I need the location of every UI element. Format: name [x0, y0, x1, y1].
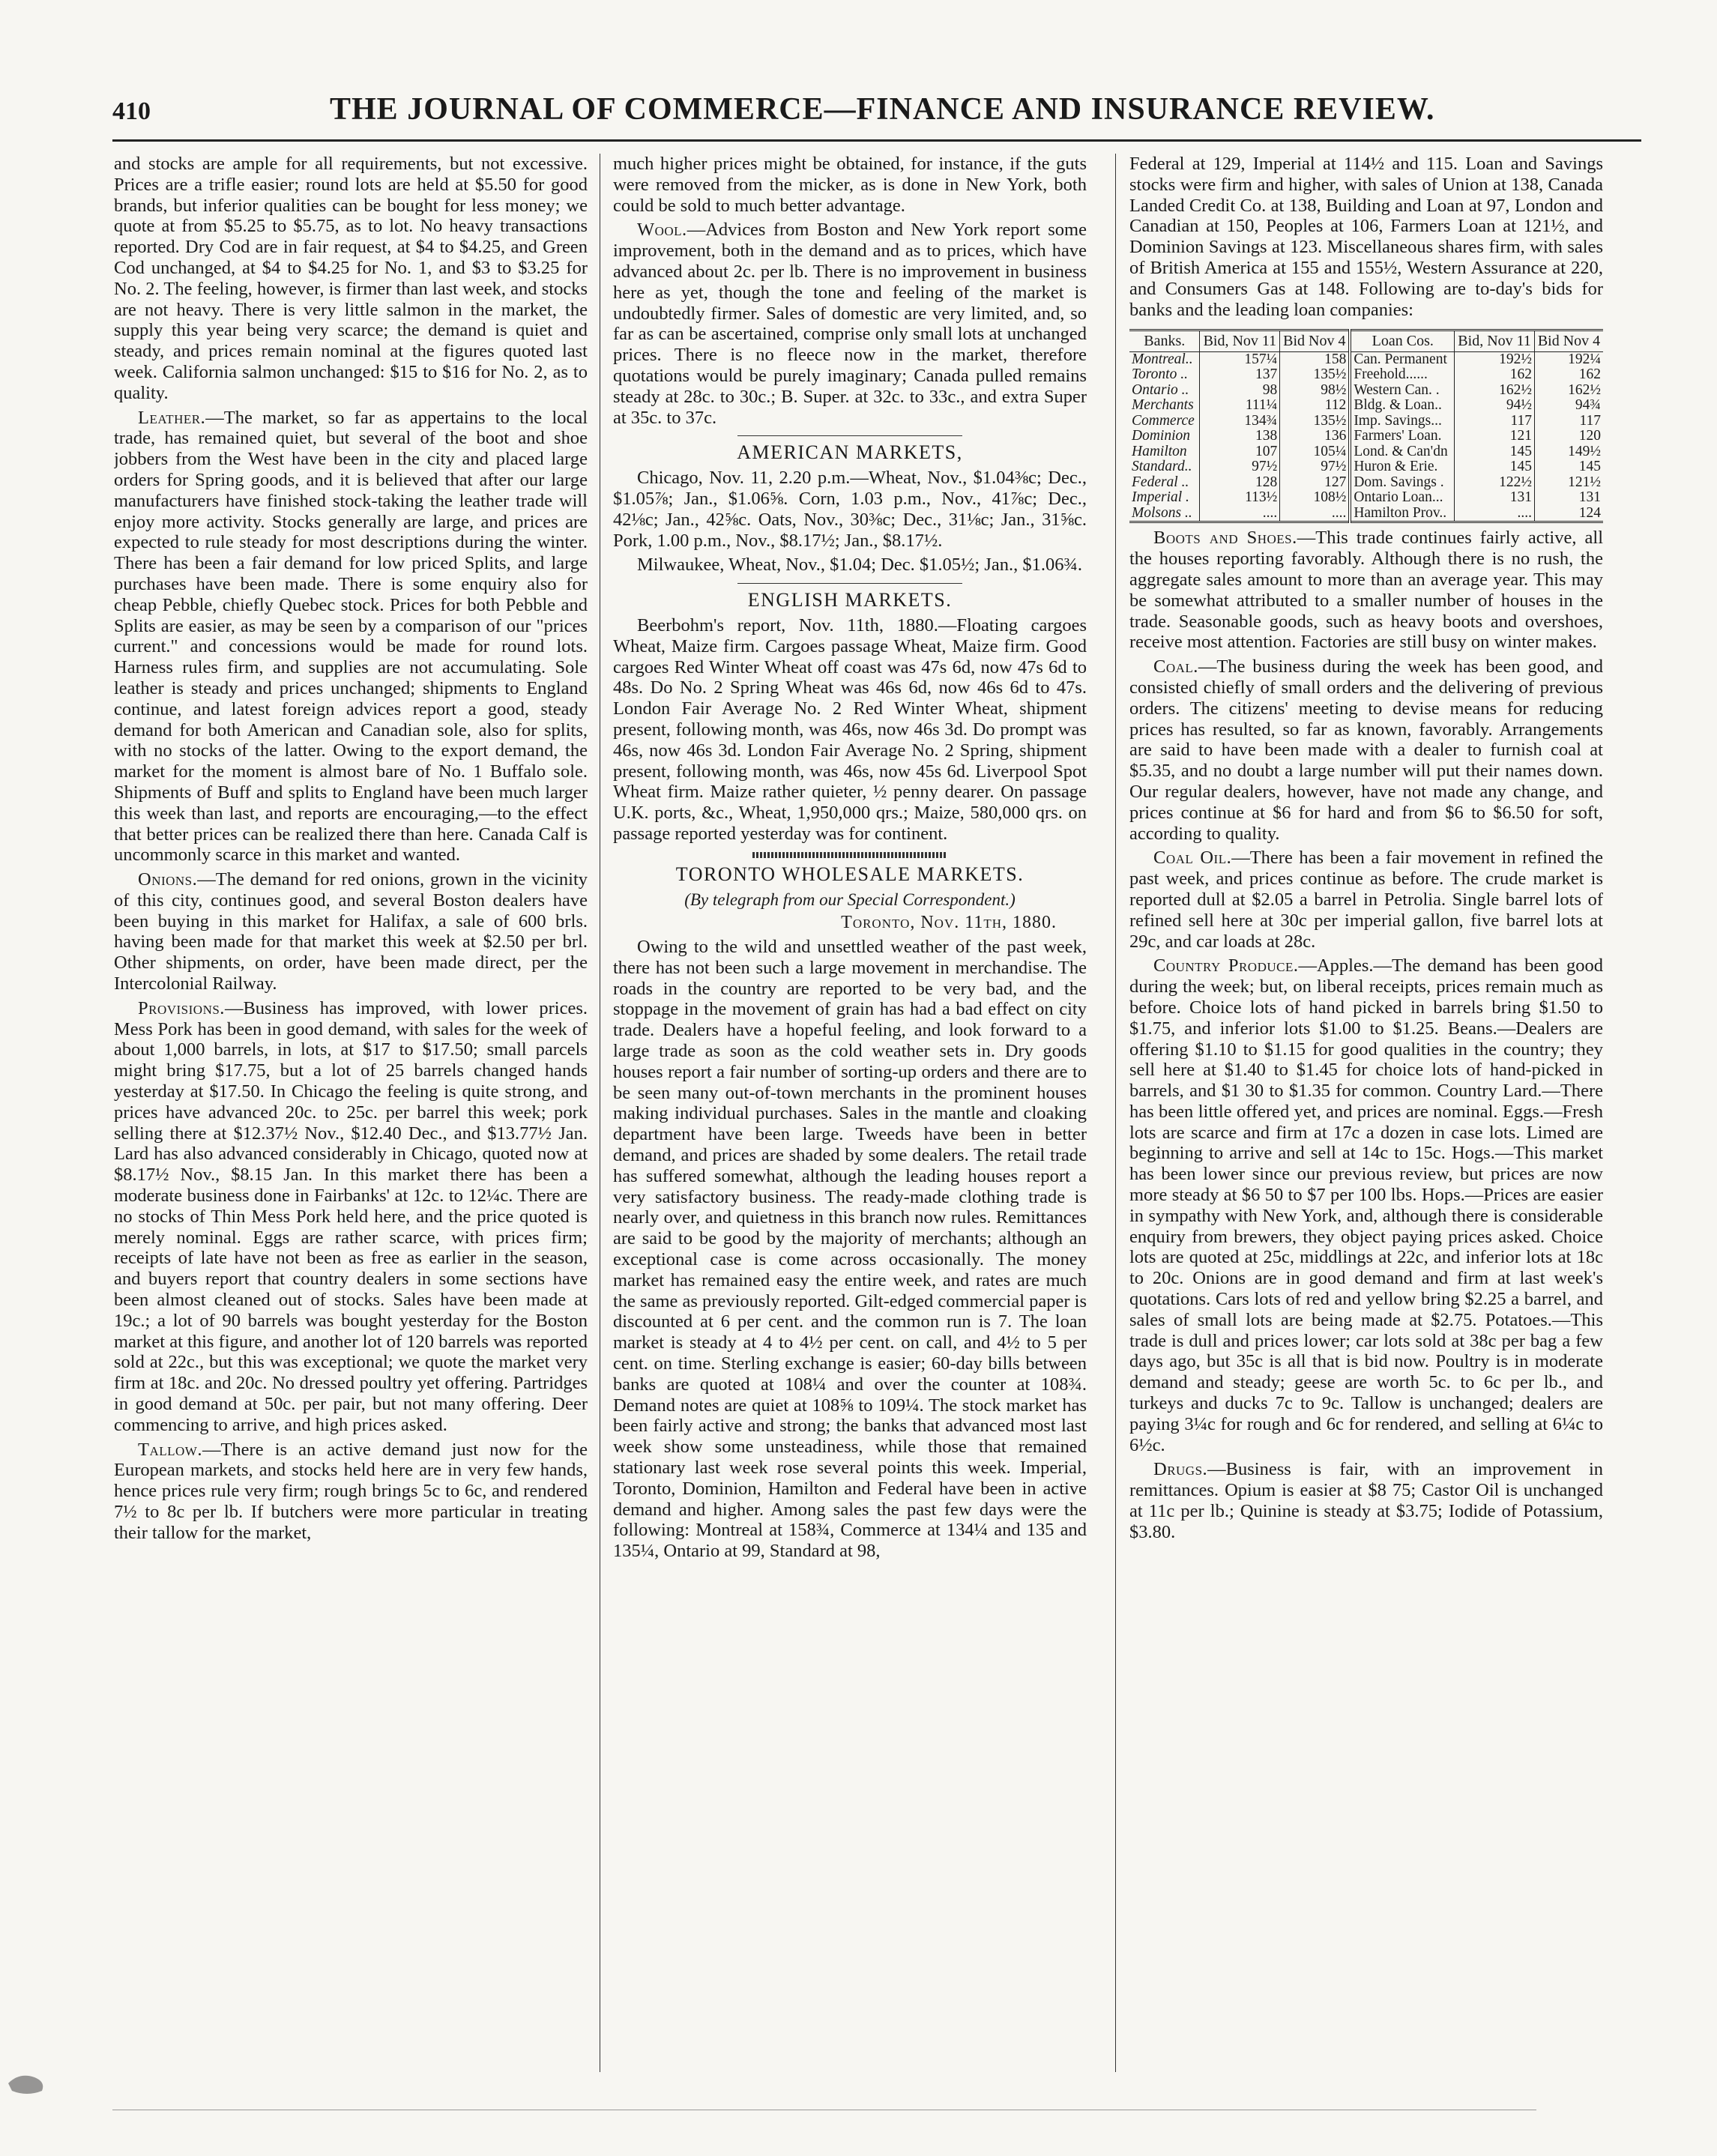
column-divider [1115, 154, 1116, 2072]
leather-label: Leather. [138, 407, 206, 428]
tallow-label: Tallow. [138, 1439, 202, 1460]
table-cell: 128 [1200, 475, 1280, 491]
country-produce-paragraph [1129, 955, 1603, 1455]
toronto-dateline: Toronto, Nov. 11th, 1880. [841, 913, 1057, 933]
table-cell: 98 [1200, 383, 1280, 399]
table-cell: 145 [1578, 459, 1601, 475]
table-cell: Farmers' Loan. [1350, 429, 1454, 444]
table-cell: 108½ [1280, 490, 1351, 506]
table-cell: 127 [1280, 475, 1351, 491]
table-cell: Dom. Savings . [1350, 475, 1454, 491]
table-row [1129, 383, 1603, 399]
table-cell: Montreal.. [1129, 351, 1200, 367]
table-cell: Imp. Savings... [1350, 414, 1454, 429]
col-header: Bid, Nov 11 [1455, 330, 1535, 352]
onions-paragraph [114, 869, 588, 994]
table-cell: Standard.. [1129, 459, 1200, 475]
table-cell: 121½ [1568, 474, 1601, 490]
column-3 [1129, 154, 1603, 2080]
table-header-row [1129, 330, 1603, 352]
table-cell: Can. Permanent [1350, 351, 1454, 367]
drugs-label: Drugs. [1153, 1459, 1208, 1480]
table-cell: Toronto .. [1129, 367, 1200, 383]
col-header: Bid Nov 4 [1280, 330, 1351, 352]
coal-label: Coal. [1153, 656, 1198, 677]
coal-oil-text: —There has been a fair movement in refined the past week, and prices continue as before. The crude market is reported dull at $2.05 a barrel in Petrolia. Single barrel lots of refined sell here at 30c per imperial gallon, five barrel lots at 29c, and car loads at 28c. [1129, 848, 1603, 952]
table-cell: 97½ [1200, 459, 1280, 475]
table-row [1129, 459, 1603, 475]
table-row [1129, 414, 1603, 429]
table-cell: .... [1280, 506, 1351, 522]
table-cell: 105¼ [1280, 444, 1351, 460]
american-markets-chicago: Chicago, Nov. 11, 2.20 p.m.—Wheat, Nov., $1.04⅜c; Dec., $1.05⅞; Jan., $1.06⅝. Corn, 1.03 p.m., Nov., 41⅞c; Dec., 42⅛c; Jan., 42⅝c. Oats, Nov., 30⅜c; Dec., 31⅛c; Jan., 31⅝c. Pork, 1.00 p.m., Nov., $8.17½; Jan., $8.17½. [613, 468, 1087, 551]
table-cell: 162 [1578, 366, 1601, 383]
table-cell: 94¾ [1575, 397, 1601, 414]
boots-paragraph [1129, 528, 1603, 653]
page-number: 410 [112, 97, 151, 125]
table-cell: 122½ [1455, 475, 1535, 491]
table-cell: Federal .. [1129, 475, 1200, 491]
table-row [1129, 475, 1603, 491]
col-header: Bid Nov 4 [1535, 330, 1603, 352]
coal-paragraph [1129, 656, 1603, 844]
boots-label: Boots and Shoes. [1153, 528, 1297, 549]
table-cell: 135½ [1280, 414, 1351, 429]
table-row [1129, 506, 1603, 522]
col-header: Banks. [1129, 330, 1200, 352]
table-cell: 136 [1280, 429, 1351, 444]
fish-paragraph: and stocks are ample for all requirements, but not excessive. Prices are a trifle easier; round lots are held at $5.50 for good brands, but inferior qualities can be bought for less money; we quote at from $5.25 to $5.75, as to lot. No heavy transactions reported. Dry Cod are in fair request, at $4 to $4.25, and Green Cod unchanged, at $4 to $4.25 for No. 1, and $3 to $3.25 for No. 2. The feeling, however, is firmer than last week, and stocks are not heavy. There is very little salmon in the market, the supply this year being very scarce; the demand is quiet and steady, and prices remain nominal at the figures quoted last week. California salmon unchanged: $15 to $16 for No. 2, as to quality. [114, 154, 588, 403]
table-cell: 94½ [1455, 398, 1535, 414]
table-cell: 97½ [1280, 459, 1351, 475]
table-cell: Hamilton Prov.. [1350, 506, 1454, 522]
table-cell: 162½ [1568, 381, 1601, 398]
provisions-paragraph [114, 998, 588, 1436]
table-cell: .... [1455, 506, 1535, 522]
table-cell: 145 [1455, 444, 1535, 460]
table-cell: 138 [1200, 429, 1280, 444]
table-cell: 162½ [1455, 383, 1535, 399]
country-produce-label: Country Produce. [1153, 955, 1299, 976]
leather-paragraph [114, 408, 588, 866]
table-cell: 135½ [1280, 367, 1351, 383]
table-cell: 131 [1578, 489, 1601, 506]
table-cell: 107 [1200, 444, 1280, 460]
page-header [112, 88, 1641, 133]
table-cell: Dominion [1129, 429, 1200, 444]
american-markets-milwaukee: Milwaukee, Wheat, Nov., $1.04; Dec. $1.05½; Jan., $1.06¾. [637, 555, 1083, 576]
onions-text: —The demand for red onions, grown in the vicinity of this city, continues good, and several Boston dealers have been buying in this market for Halifax, a sale of 600 brls. having been made for that market this week at $2.50 per brl. Other shipments, on order, have been made direct, per the Intercolonial Railway. [114, 869, 588, 994]
provisions-label: Provisions. [138, 997, 225, 1018]
table-cell: 162 [1455, 367, 1535, 383]
table-cell: .... [1200, 506, 1280, 522]
toronto-markets-paragraph: Owing to the wild and unsettled weather of the past week, there has not been such a large movement in merchandise. The roads in the country are reported to be very bad, and the stoppage in the movement of grain has had a bad effect on city trade. Dealers have a hopeful feeling, and look forward to a large trade as soon as the cold weather sets in. Dry goods houses report a fair number of sorting-up orders and there are to be seen many out-of-town merchants in the prominent houses making individual purchases. Sales in the mantle and cloaking department have been large. Tweeds have been in better demand, and prices are shaded by some dealers. The retail trade has suffered somewhat, although the leading houses report a very satisfactory business. The ready-made clothing trade is nearly over, and quietness in this branch now rules. Remittances are said to be good by the majority of merchants; although an exceptional case is come across occasionally. The money market has remained easy the entire week, and rates are much the same as previously reported. Gilt-edged commercial paper is discounted at 6 per cent. and the common run is 7. The loan market is steady at 4 to 4½ per cent. on call, and 4½ to 5 per cent. on time. Sterling exchange is easier; 60-day bills between banks are quoted at 108¼ and over the counter at 108¾. Demand notes are quiet at 108⅝ to 109¼. The stock market has been fairly active and strong; the banks that advanced most last week show some unsteadiness, while those that remained stationary last week rose several points this week. Imperial, Toronto, Dominion, Hamilton and Federal have been in active demand and higher. Among sales the past few days were the following: Montreal at 158¾, Commerce at 134¼ and 135 and 135¼, Ontario at 99, Standard at 98, [613, 937, 1087, 1562]
table-cell: Commerce [1129, 414, 1200, 429]
coal-text: —The business during the week has been good, and consisted chiefly of small orders and the delivering of previous orders. The citizens' meeting to devise means for reducing prices has resulted, so far as known, favorably. Arrangements are said to have been made with a dealer to furnish coal at $5.35, and no doubt a large number will put their names down. Our regular dealers, however, have not made any change, and prices continue at $6 for hard and from $6 to $6.50 for soft, according to quality. [1129, 656, 1603, 844]
provisions-text: —Business has improved, with lower prices. Mess Pork has been in good demand, with sales for the week of about 1,000 barrels, in lots, at $17 to $17.50; small parcels might bring $17.75, but a lot of 25 barrels changed hands yesterday at $17.50. In Chicago the feeling is quite strong, and prices have advanced 20c. to 25c. per barrel this week; pork selling there at $12.37½ Nov., $12.40 Dec., and $13.77½ Jan. Lard has also advanced considerably in Chicago, quoted now at $8.17½ Nov., $8.15 Jan. In this market there has been a moderate business done in Fairbanks' at 12c. to 12¼c. There are no stocks of Thin Mess Pork held here, and the price quoted is merely nominal. Eggs are rather scarce, with prices firm; receipts of late have not been as free as earlier in the season, and buyers report that country dealers in some sections have been almost cleaned out of stocks. Sales have been made at 19c.; a lot of 90 barrels was bought yesterday for the Boston market at this figure, and another lot of 120 barrels was reported sold at 22c., but this was exceptional; we quote the market very firm at 18c. and 20c. No dressed poultry yet offering. Partridges in good demand at 50c. per pair, but not many offering. Deer commencing to arrive, and high prices asked. [114, 997, 588, 1435]
column-1 [114, 154, 588, 2080]
col-header: Bid, Nov 11 [1200, 330, 1280, 352]
section-rule [737, 583, 962, 584]
leather-text: —The market, so far as appertains to the local trade, has remained quiet, but several of the boot and shoe jobbers from the West have been in the city and placed large orders for Spring goods, and it is believed that after our large manufacturers have finished stock-taking the leather trade will enjoy more activity. Stocks generally are large, and prices are expected to rule steady for most descriptions during the winter. There has been a fair demand for low priced Splits, and large purchases have been made. There is some enquiry also for cheap Pebble, chiefly Quebec stock. Prices for both Pebble and Splits are easier, as may be seen by a comparison of our "prices current." and concessions would be made for round lots. Harness rules firm, and supplies are not accumulating. Sole leather is steady and prices unchanged; shipments to England continue, and latest foreign advices report a good, steady demand for both American and Canadian sole, also for splits, with no stocks of the latter. Owing to the export demand, the market for the moment is almost bare of No. 1 Buffalo sole. Shipments of Buff and splits to England have been much larger this week than last, and reports are encouraging,—to the effect that better prices can be realized there than here. Canada Calf is uncommonly scarce in this market and wanted. [114, 407, 588, 866]
table-row [1129, 398, 1603, 414]
header-rule [112, 139, 1641, 142]
bank-bids-table [1129, 329, 1603, 523]
boots-text: —This trade continues fairly active, all the houses reporting favorably. Although there is no rush, the aggregate sales amount to more than an average year. This may be somewhat attributed to a smaller number of houses in the trade. Seasonable goods, such as heavy boots and overshoes, receive most attention. Factories are still busy on winter makes. [1129, 528, 1603, 653]
table-cell: 192¼ [1568, 351, 1601, 367]
table-cell: Lond. & Can'dn [1350, 444, 1454, 460]
wool-text: —Advices from Boston and New York report some improvement, both in the demand and as to prices, which have advanced about 2c. per lb. There is no improvement in business here as yet, though the tone and feeling of the market is undoubtedly firmer. Sales of domestic are very limited, and, so far as can be ascertained, comprise only small lots at unchanged prices. There is no fleece now in the market, therefore quotations would be purely imaginary; Canada pulled remains steady at 28c. to 30c.; B. Super. at 32c. to 33c., and extra Super at 35c. to 37c. [613, 220, 1087, 428]
table-cell: 112 [1280, 398, 1351, 414]
table-cell: Merchants [1129, 398, 1200, 414]
col-header: Loan Cos. [1350, 330, 1454, 352]
english-markets-paragraph: Beerbohm's report, Nov. 11th, 1880.—Floating cargoes Wheat, Maize firm. Cargoes passage Wheat, Maize firm. Good cargoes Red Winter Wheat off coast was 47s 6d, now 47s 6d to 48s. Do No. 2 Spring Wheat was 46s 6d, now 46s 6d to 47s. London Fair Average No. 2 Red Winter Wheat, shipment present, following month, was 46s, now 46s 3d. Do prompt was 46s, now 46s 3d. London Fair Average No. 2 Spring, shipment present, following month, was 46s, now 45s 6d. Liverpool Spot Wheat firm. Maize rather quieter, ½ penny dearer. On passage U.K. ports, &c., Wheat, 1,950,000 qrs.; Maize, 580,000 qrs. on passage reported yesterday was for continent. [613, 615, 1087, 844]
coal-oil-label: Coal Oil. [1153, 848, 1232, 869]
table-cell: 137 [1200, 367, 1280, 383]
table-cell: 120 [1578, 428, 1601, 444]
table-cell: 111¼ [1200, 398, 1280, 414]
table-cell: 192½ [1455, 351, 1535, 367]
toronto-markets-heading: TORONTO WHOLESALE MARKETS. [675, 863, 1025, 885]
journal-title: THE JOURNAL OF COMMERCE—FINANCE AND INSURANCE REVIEW. [330, 92, 1435, 127]
table-row [1129, 490, 1603, 506]
table-cell: Bldg. & Loan.. [1350, 398, 1454, 414]
table-row [1129, 367, 1603, 383]
stocks-paragraph: Federal at 129, Imperial at 114½ and 115. Loan and Savings stocks were firm and higher, with sales of Union at 138, Canada Landed Credit Co. at 138, Building and Loan at 97, London and Canadian at 150, Peoples at 106, Farmers Loan at 121½, and Dominion Savings at 123. Miscellaneous shares firm, with sales of British America at 155 and 155½, Western Assurance at 220, and Consumers Gas at 148. Following are to-day's bids for banks and the leading loan companies: [1129, 154, 1603, 320]
wool-paragraph [613, 220, 1087, 428]
table-cell: Hamilton [1129, 444, 1200, 460]
country-produce-text: —Apples.—The demand has been good during the week; but, on liberal receipts, prices remain much as before. Choice lots of hand picked in barrels bring $1.50 to $1.75, and inferior lots $1.00 to $1.25. Beans.—Dealers are offering $1.10 to $1.15 for good qualities in the country; they sell here at $1.40 to $1.45 for choice lots of hand-picked in barrels, and $1 30 to $1.35 for common. Country Lard.—There has been little offered yet, and prices are nominal. Eggs.—Fresh lots are scarce and firm at 17c a dozen in case lots. Limed are beginning to arrive and sell at 14c to 15c. Hogs.—This market has been lower since our previous review, but prices are now more steady at $6 50 to $7 per 100 lbs. Hops.—Prices are easier in sympathy with New York, and, although there is considerable enquiry from brewers, they object paying prices asked. Choice lots are quoted at 25c, middlings at 22c, and inferior lots at 18c to 20c. Onions are in good demand and firm at last week's quotations. Cars lots of red and yellow bring $2.25 a barrel, and sales of small lots are being made at $2.75. Potatoes.—This trade is dull and prices lower; car lots sold at 38c per bag a few days ago, but 35c is all that is bid now. Poultry is in moderate demand and steady; geese are worth 5c. to 6c per lb., and turkeys and ducks 7c to 9c. Tallow is unchanged; dealers are paying 3¼c for rough and 6c for rendered, and selling at 6¼c to 6½c. [1129, 955, 1603, 1455]
tallow-continued-paragraph: much higher prices might be obtained, for instance, if the guts were removed from the micker, as is done in New York, both could be sold to much better advantage. [613, 154, 1087, 216]
table-cell: 124 [1578, 504, 1601, 521]
table-cell: 117 [1579, 412, 1601, 429]
section-rule [737, 435, 962, 436]
table-cell: Freehold...... [1350, 367, 1454, 383]
table-cell: 149½ [1568, 443, 1601, 459]
table-cell: Molsons .. [1129, 506, 1200, 522]
table-cell: 113½ [1200, 490, 1280, 506]
table-cell: 121 [1455, 429, 1535, 444]
drugs-text: —Business is fair, with an improvement in remittances. Opium is easier at $8 75; Castor Oil is unchanged at 11c per lb.; Quinine is steady at $3.75; Iodide of Potassium, $3.80. [1129, 1459, 1603, 1542]
table-cell: 134¾ [1200, 414, 1280, 429]
table-cell: 131 [1455, 490, 1535, 506]
american-markets-heading: AMERICAN MARKETS, [737, 441, 963, 464]
table-cell: 157¼ [1200, 351, 1280, 367]
table-cell: Imperial . [1129, 490, 1200, 506]
wool-label: Wool. [637, 220, 687, 241]
table-row [1129, 351, 1603, 367]
table-cell: Ontario Loan... [1350, 490, 1454, 506]
tallow-text: —There is an active demand just now for the European markets, and stocks held here are in very few hands, hence prices rule very firm; rough brings 5c to 6c, and rendered 7½ to 8c per lb. If butchers were more particular in treating their tallow for the market, [114, 1439, 588, 1543]
table-row [1129, 429, 1603, 444]
toronto-byline: (By telegraph from our Special Correspondent.) [684, 890, 1016, 909]
table-cell: Huron & Erie. [1350, 459, 1454, 475]
table-cell: 98½ [1280, 383, 1351, 399]
table-cell: 158 [1280, 351, 1351, 367]
table-cell: 117 [1455, 414, 1535, 429]
table-cell: 145 [1455, 459, 1535, 475]
column-2 [613, 154, 1087, 2080]
english-markets-heading: ENGLISH MARKETS. [747, 589, 953, 612]
table-row [1129, 444, 1603, 460]
drugs-paragraph [1129, 1459, 1603, 1542]
tallow-paragraph [114, 1440, 588, 1544]
onions-label: Onions. [138, 869, 198, 890]
table-cell: Western Can. . [1350, 383, 1454, 399]
coal-oil-paragraph [1129, 848, 1603, 952]
table-cell: Ontario .. [1129, 383, 1200, 399]
ink-smudge-icon [4, 2068, 49, 2098]
ornament-rule [752, 852, 947, 858]
